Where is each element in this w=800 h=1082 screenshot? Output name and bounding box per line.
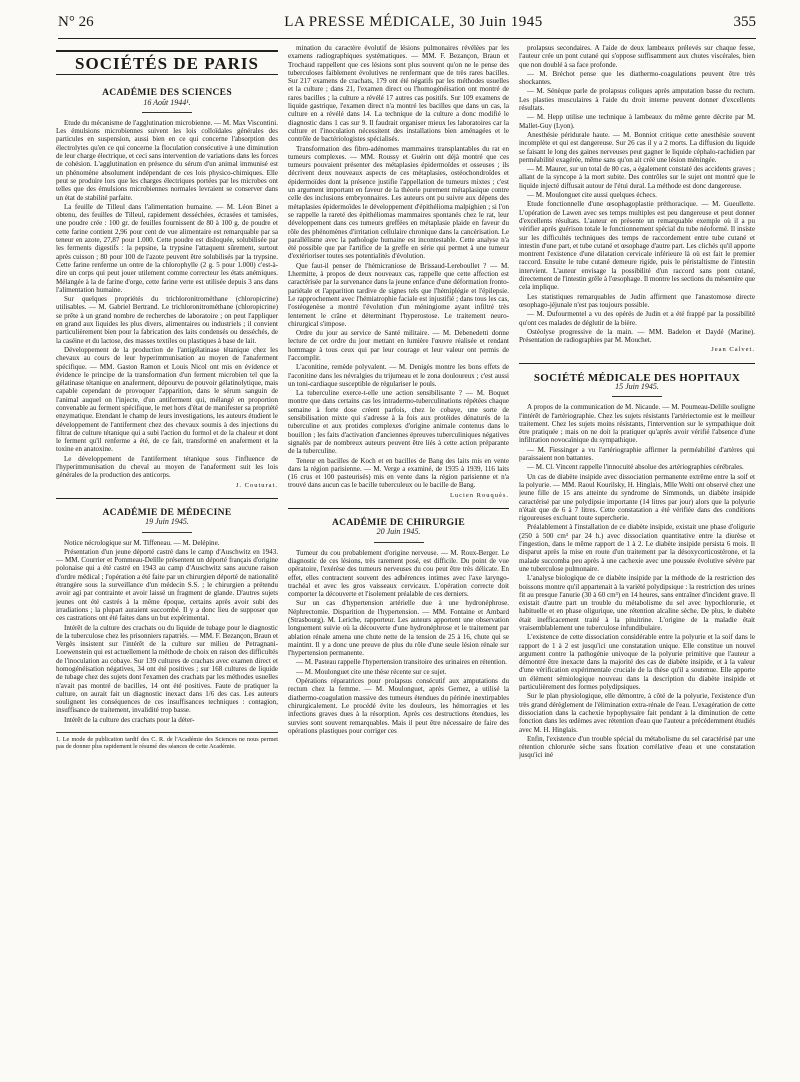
column-2	[288, 44, 509, 1072]
paragraph: — M. Moulonguet cite une thèse récente sur ce sujet.	[296, 667, 447, 676]
session-date: 19 Juin 1945.	[145, 517, 189, 527]
paragraph: L'existence de cette dissociation considérable entre la polyurie et la soif dans le rapport de 1 à 2 est jusqu'ici une constatation unique. Elle constitue un nouvel argument contre la pathogénie univoque de la polyurie primitive que l'auteur a démontré être inexacte dans la majorité des cas de diabète insipide, et à la valeur d'une vérification expérimentale cruciale de la thèse qu'il a soutenue. Elle apporte un élément sémiologique nouveau dans la description du diabète insipide et particulièrement des formes polydipsiques.	[519, 633, 755, 692]
paragraph: Transformation des fibro-adénomes mammaires transplantables du rat en tumeurs complexes. — MM. Roussy et Guérin ont déjà montré que ces tumeurs pouvaient présenter des métaplasies épidermoïdes et osseuses ; ils décrivent deux nouveaux aspects de ces métaplasies, ostéochondroïdes et épidermoïdes dont la présence justifie l'appellation de tumeurs mixtes ; c'est un argument important en faveur de la théorie purement métaplasique contre celle des inclusions embryonnaires. Les auteurs ont pu suivre aux dépens des métaplasies épidermoïdes le développement d'épithélioma malpighien ; si l'on se rappelle la rareté des épithéliomas mammaires spontanés chez le rat, leur développement dans ces tumeurs greffées en métaplasie plaide en faveur du rôle des phénomènes d'irritation cellulaire chronique dans la cancérisation. Le parallélisme avec la pathologie humaine est incontestable. Cette analyse n'a été possible que par l'artifice de la greffe en série qui permet à une tumeur d'extérioriser toutes ses potentialités d'évolution.	[288, 144, 509, 261]
signature: Jean Calvet.	[711, 346, 755, 354]
paragraph: Notice nécrologique sur M. Tiffeneau. — M. Delépine.	[64, 538, 220, 547]
paragraph: Que faut-il penser de l'hémicraniose de Brissaud-Lereboullet ? — M. Lhermitte, à propos de deux nouveaux cas, rappelle que cette affection est caractérisée par la survenance dans la jeune enfance d'une déformation fronto-pariétale et l'apparition tardive de signes tels que l'hémiplégie et l'épilepsie. Le rapprochement avec l'hémiatrophie faciale est injustifié ; dans tous les cas, l'ostéogenèse a montré l'évolution d'un méningiome ayant infiltré très lentement le crâne et déterminant l'hyperostose. Le traitement neuro-chirurgical s'impose.	[288, 261, 509, 328]
divider	[142, 112, 192, 113]
page-title: SOCIÉTÉS DE PARIS	[56, 50, 278, 75]
paragraph: Intérêt de la culture des crachats ou du liquide de tubage pour le diagnostic de la tuberculose chez les prisonniers rapatriés. — MM. F. Bezançon, Braun et Vergès insistent sur l'intérêt de la culture sur milieu de Petragnani-Loewenstein qui est actuellement la méthode de choix en raison des difficultés de l'inoculation au cobaye. Sur 139 cultures de crachats avec examen direct et homogénéisation négatives, 34 ont été positives ; sur 168 cultures de liquide de tubage chez des sujets dont l'examen des crachats par les méthodes usuelles n'avait pas montré de bacilles, 14 ont été positives. Faute de pratiquer la culture, on aurait fait un diagnostic inexact dans 1/6 des cas. Les auteurs soulignent les conséquences de ces insuffisances techniques : contagion, insuffisance de traitement, invalidité trop basse.	[56, 623, 278, 715]
paragraph: L'analyse biologique de ce diabète insipide par la méthode de la restriction des boissons montre qu'il appartenait à la variété polydipsique : la restriction des urines fit au presque l'anurie (30 à 60 cm³) en 14 heures, sans entraîner d'incident grave. Il existait d'autre part un trouble du métabolisme du sel avec hypochlorurie, et habituelle et en phase oligurique, une rétention alcaline sèche. De plus, le diabète était inefficacement traité à la pituitrine. L'origine de la maladie était vraisemblablement une tuberculose infundibulaire.	[519, 574, 755, 632]
paragraph: — M. Pasteau rappelle l'hypertension transitoire des urinaires en rétention.	[296, 658, 507, 667]
column-3	[519, 44, 755, 1072]
divider	[56, 498, 278, 499]
section-heading-sciences: ACADÉMIE DES SCIENCES	[102, 88, 232, 99]
paragraph: Sur quelques propriétés du trichloronitrométhane (chloropicrine) utilisables. — M. Gabriel Bertrand. Le trichloronitrométhane (chloropicrine) se prête à un grand nombre de recherches de laboratoire ; on peut l'appliquer en grand aux liquides les plus divers, alimentaires ou industriels ; il convient particulièrement bien pour la fabrication des laits condensés ou desséchés, de la caséine et du lactose, des masses textiles ou plastiques à base de lait.	[56, 295, 278, 345]
paragraph: Développement de la production de l'antigélatinase tétanique chez les chevaux au cours de leur hyperimmunisation au moyen de l'anaferment spécifique. — MM. Gaston Ramon et Louis Nicol ont mis en évidence et évidence le principe de la transformation d'un ferment microbien tel que la gélatinase tétanique en anaferment, dépourvu de pouvoir gélatinolytique, mais capable cependant de provoquer l'apparition, dans le sérum sanguin de l'animal auquel on l'injecte, d'un antiferment qui, mélangé en proportion convenable au ferment spécifique, le met hors d'état de manifester sa propriété enzymatique. Etendant le champ de leurs investigations, les auteurs étudient le développement de l'antiferment chez des chevaux soumis à des injections du filtrat de culture tétanique qui a subi l'action du formol et de la chaleur et dont le ferment qu'il renferme a été, de ce fait, transformé en anaferment et la toxine en anatoxine.	[56, 345, 278, 454]
paragraph: mination du caractère évolutif de lésions pulmonaires révélées par les examens radiographiques systématiques. — MM. F. Bezançon, Braun et Trochaud rappellent que ces lésions sont plus souvent qu'on ne le pense des tuberculoses faiblement évolutives ne renfermant que de très rares bacilles. Sur 217 examens de crachats, 179 ont été négatifs par les méthodes usuelles et la culture ; dans 21, l'examen direct ou l'homogénéisation ont montré de rares bacilles ; la culture a révélé 17 autres cas positifs. Sur 109 examens de liquide gastrique, l'examen direct n'a montré les bacilles que dans un cas, la culture en a révélé dans 14. La technique de la culture a donc modifié le diagnostic dans 1 cas sur 9. Il faudrait organiser mieux les laboratoires car la culture et l'inoculation nécessitent des installations bien aménagées et le contrôle de bactériologistes spécialisés.	[288, 44, 509, 144]
divider	[519, 363, 755, 364]
session-date: 20 Juin 1945.	[376, 527, 421, 537]
section-heading-chirurgie: ACADÉMIE DE CHIRURGIE	[332, 518, 465, 529]
paragraph: Teneur en bacilles de Koch et en bacilles de Bang des laits mis en vente dans la région parisienne. — M. Verge a examiné, de 1935 à 1939, 116 laits (16 crus et 100 pasteurisés) mis en vente dans la région parisienne et n'a trouvé dans aucun cas le bacille tuberculeux ou le bacille de Bang.	[288, 456, 509, 490]
session-date: 15 Juin 1945.	[615, 381, 659, 391]
signature: J. Couturat.	[235, 481, 278, 489]
section-heading-medecine: ACADÉMIE DE MÉDECINE	[102, 507, 232, 518]
paragraph: — M. Cl. Vincent rappelle l'innocuité absolue des artériographies cérébrales.	[527, 463, 744, 472]
paragraph: Etude du mécanisme de l'agglutination microbienne. — M. Max Viscontini. Les émulsions microbiennes suivent les lois colloïdales générales des particules en suspension, aussi bien en ce qui concerne l'absorption des électrolytes qu'en ce qui concerne la floculation consécutive à une diminution de leur charge électrique, et ceci sans intervention de variations dans les forces de cohésion. L'agglutination en présence du sérum d'un animal immunisé est un phénomène absolument indépendant de ces lois physico-chimiques. Elle peut se produire lors que les charges électriques portées par les microbes ont telles que des émulsions microbiennes normales levraient se conserver dans un état de stabilité parfaite.	[56, 118, 278, 202]
paragraph: Le développement de l'antiferment tétanique sous l'influence de l'hyperimmunisation du cheval au moyen de l'anaferment suit les lois générales de la production des anticorps.	[56, 454, 278, 480]
section-heading-hopitaux: SOCIÉTÉ MÉDICALE DES HOPITAUX	[533, 371, 741, 384]
paragraph: — M. Maurer, sur un total de 80 cas, a également constaté des accidents graves ; allant de la syncope à la mort subite. Des contrôles sur le sujet ont montré que le liquide injecté diffusait autour de l'étui dural. La méthode est donc dangereuse.	[519, 165, 755, 190]
paragraph: Sur un cas d'hypertension artérielle due à une hydronéphrose. Néphrectomie. Disparition de l'hypertension. — MM. Fontaine et Ambard (Strasbourg). M. Leriche, rapporteur. Les auteurs apportent une observation longuement suivie où la découverte d'une hydronéphrose et le traitement par ablation rénale amena une chute nette de la tension de 25 à 16, chute qui se maintint. Il y a donc une preuve de plus du rôle d'une seule lésion rénale sur l'hypertension permanente.	[288, 599, 509, 658]
signature: Lucien Rouquès.	[449, 491, 509, 499]
paragraph: Etude fonctionnelle d'une œsophagoplastie préthoracique. — M. Gueullette. L'opération de Lawen avec ses temps multiples est peu dangereuse et peut donner d'excellents résultats. L'auteur en présente un remarquable exemple où il a pu vérifier après guérison totale le fonctionnement spécial du tube néoformé. Il insiste sur les difficultés techniques des temps de raccordement entre tube cutané et intestin d'une part, et tube cutané et œsophage d'autre part. Les clichés qu'il apporte montrent l'existence d'une dilatation cervicale inférieure là où est fait le premier raccord. Ensuite le tube cutané demeure rigide, puis le péristaltisme de l'intestin intervient. L'auteur envisage la possibilité d'un raccord sans pont cutané, directement de l'intestin grêle à l'œsophage. Il montre les sections du mésentère que cela implique.	[519, 200, 755, 292]
paragraph: La feuille de Tilleul dans l'alimentation humaine. — M. Léon Binet a obtenu, des feuilles de Tilleul, rapidement desséchées, écrasées et tamisées, une poudre crée : 100 gr. de feuilles fournissent de 80 à 100 g. de poudre et cette farine contient 2,96 pour cent de vue alimentaire est remarquable par sa teneur en azote, 27,87 pour 1.000. Cette poudre est disloquée, solubilisée par les ferments digestifs : la pepsine, la trypsine l'attaquent sûrement, surtout après cuisson ; 80 pour 100 de l'azote peuvent être solubilisés par la trypsine. Cette farine renferme un ontre de la chlorophylle (2 g. 5 pour 1.000) c'est-à-dire un corps qui peut jouer utilement comme correcteur les états anémiques. Mélangée à la de farine d'orge, cette farine verte est utilisée depuis 3 ans dans l'alimentation humaine.	[56, 202, 278, 294]
paragraph: L'aconitine, remède polyvalent. — M. Denigès montre les bons effets de l'aconitine dans les névralgies du trijumeau et le zona douloureux ; c'est aussi un toni-cardiaque susceptible de régulariser le pouls.	[288, 363, 509, 388]
divider	[288, 508, 509, 509]
paragraph: Tumeur du cou probablement d'origine nerveuse. — M. Roux-Berger. Le diagnostic de ces lésions, très rarement posé, est difficile. Du point de vue opératoire, l'exérèse des tumeurs nerveuses du cou peut être très délicate. En effet, elles contractent souvent des adhérences intimes avec l'axe laryngo-trachéal et avec les gros vaisseaux cervicaux. L'opération correcte doit comporter la découverte et l'isolement préalable de ces derniers.	[288, 548, 509, 599]
footnote: 1. Le mode de publication tardif des C. R. de l'Académie des Sciences ne nous permet pas de donner plus rapidement le résumé des séances de cette Académie.	[56, 732, 278, 750]
paragraph: Sur le plan physiologique, elle démontre, à côté de la polyurie, l'existence d'un très grand dérèglement de l'élimination extra-rénale de l'eau. L'exagération de cette dissociation dans la cachexie hypophysaire fait pendant à la diminution de cette fonction dans les œdèmes avec rétention d'eau que l'auteur a précédemment étudiés avec M. H. Hinglais.	[519, 692, 755, 734]
paragraph: Les statistiques remarquables de Judin affirment que l'anastomose directe œsophago-jéjunale n'est pas toujours possible.	[519, 292, 755, 309]
paragraph: Présentation d'un jeune déporté castré dans le camp d'Auschwitz en 1943. — MM. Courrier et Pommeau-Delille présentent un déporté français d'origine polonaise qui a été castré en 1943 au camp d'Auschwitz sans aucune raison d'ordre médical ; l'opération a été faite par un chirurgien déporté de nationalité étrangère sous la surveillance d'un médecin S.S. ; le chirurgien a prétendu avoir agi par contrainte et avoir laissé un fragment de glande. D'autres sujets jeunes ont été castrés à la même époque, certains après avoir subi des irradiations ; la plupart auraient succombé. Il y a donc lieu de supposer que ces castrations ont été faites dans un but expérimental.	[56, 547, 278, 623]
paragraph: Ordre du jour au service de Santé militaire. — M. Debenedetti donne lecture de cet ordre du jour mettant en lumière l'œuvre réalisée et rendant hommage à tous ceux qui par leur courage et leur valeur ont permis de l'accomplir.	[288, 329, 509, 362]
paragraph: A propos de la communication de M. Nicaude. — M. Poumeau-Delille souligne l'intérêt de l'artériographie. Chez les sujets résistants l'artériectomie est le meilleur traitement. Chez les sujets moins résistants, l'intervention sur le sympathique doit être pratiquée ; mais on ne doit la pratiquer qu'après avoir vérifié l'absence d'une infiltration novocaïnique du sympathique.	[519, 403, 755, 445]
session-date: 16 Août 1944¹.	[143, 97, 191, 107]
folio: 355	[733, 14, 756, 30]
paragraph: La tuberculine exerce-t-elle une action sensibilisante ? — M. Boquet montre que dans certains cas les intradermo-tuberculinations répétées chaque semaine à forte dose créent parfois, chez le cobaye, une sorte de sensibilisation mixte qui s'adresse à la fois aux protéides dénaturés de la tuberculine et aux protides complexes d'origine animale contenus dans le bouillon ; les faits d'activation d'anciennes épreuves tuberculiniques négatives signalés par de nombreux auteurs peuvent être liés à cette action préparante de la tuberculine.	[288, 389, 509, 456]
paragraph: — M. Fiessinger a vu l'artériographie affirmer la perméabilité d'artères qui paraissaient non battantes.	[519, 445, 755, 463]
paragraph: prolapsus secondaires. A l'aide de deux lambeaux prélevés sur chaque fesse, l'auteur crée un pont cutané qui s'oppose suffisamment aux chutes viscérales, bien que non doublé à sa face profonde.	[519, 44, 755, 69]
paragraph: Enfin, l'existence d'un trouble spécial du métabolisme du sel caractérisé par une rétention chlorurée sèche sans fixation corrélative d'eau et une constatation jusqu'ici iné	[519, 734, 755, 760]
paragraph: Un cas de diabète insipide avec dissociation permanente extrême entre la soif et la polyurie. — MM. Raoul Kourilsky, H. Hinglais, Mlle Welti ont observé chez une jeune fille de 15 ans atteinte du syndrome de Simmonds, un diabète insipide caractérisé par une polydipsie importante (14 litres par jour) alors que la polyurie n'était que de 6 à 7 litres. Cette constatation a été vérifiée dans des conditions rigoureuses excluant toute supercherie.	[519, 472, 755, 523]
divider	[612, 396, 662, 397]
paragraph: Anesthésie péridurale haute. — M. Bonniot critique cette anesthésie souvent incomplète et qui est dangereuse. Sur 26 cas il y a 2 morts. La diffusion du liquide se faisant le long des gaines nerveuses peut gagner le liquide céphalo-rachidien par perméabilité exagérée, même sans qu'on ait créé une lésion méningée.	[519, 130, 755, 164]
paragraph: Opérations réparatrices pour prolapsus consécutif aux amputations du rectum chez la femme. — M. Moulonguet, après Gernez, a utilisé la diathermo-coagulation massive des tumeurs étendues du périnée inextirpables chirurgicalement. Le procédé évite les douleurs, les hémorragies et les infections graves dues à la résorption. Après ces destructions étendues, les survies sont souvent remarquables. Mais il peut être nécessaire de faire des opérations plastiques pour corriger ces	[288, 677, 509, 735]
paragraph: — M. Moulonguet cite aussi quelques échecs.	[527, 191, 657, 200]
journal-title: LA PRESSE MÉDICALE, 30 Juin 1945	[284, 14, 543, 30]
paragraph: Ostéolyse progressive de la main. — MM. Badelon et Daydé (Marine). Présentation de radiographies par M. Mouchet.	[519, 327, 755, 345]
divider	[374, 542, 424, 543]
paragraph: Préalablement à l'installation de ce diabète insipide, existait une phase d'oligurie (250 à 500 cm³ par 24 h.) avec dissociation quantitative entre la diurèse et l'ingestion, dans le même rapport de 1 à 2. Le diabète insipide persista 6 mois. Il disparut après la mise en route d'un traitement par la désoxycorticostérone, et la malade succomba peu après à une cachexie avec une poussée évolutive sévère par une tuberculose pulmonaire.	[519, 523, 755, 573]
paragraph: — M. Bréchot pense que les diathermo-coagulations peuvent être très shockantes.	[519, 69, 755, 87]
paragraph: Intérêt de la culture des crachats pour la déter-	[64, 715, 195, 724]
page-header	[58, 14, 756, 39]
paragraph: — M. Hepp utilise une technique à lambeaux du même genre décrite par M. Mallet-Guy (Lyon).	[519, 113, 755, 130]
paragraph: — M. Dufourmentel a vu des opérés de Judin et a été frappé par la possibilité qu'ont ces malades de déglutir de la bière.	[519, 310, 755, 327]
page-number: N° 26	[58, 14, 94, 30]
paragraph: — M. Sénèque parle de prolapsus coliques après amputation basse du rectum. Les plasties musculaires à l'aide du droit interne peuvent donner d'excellents résultats.	[519, 87, 755, 113]
column-1	[56, 44, 278, 1072]
divider	[142, 532, 192, 533]
